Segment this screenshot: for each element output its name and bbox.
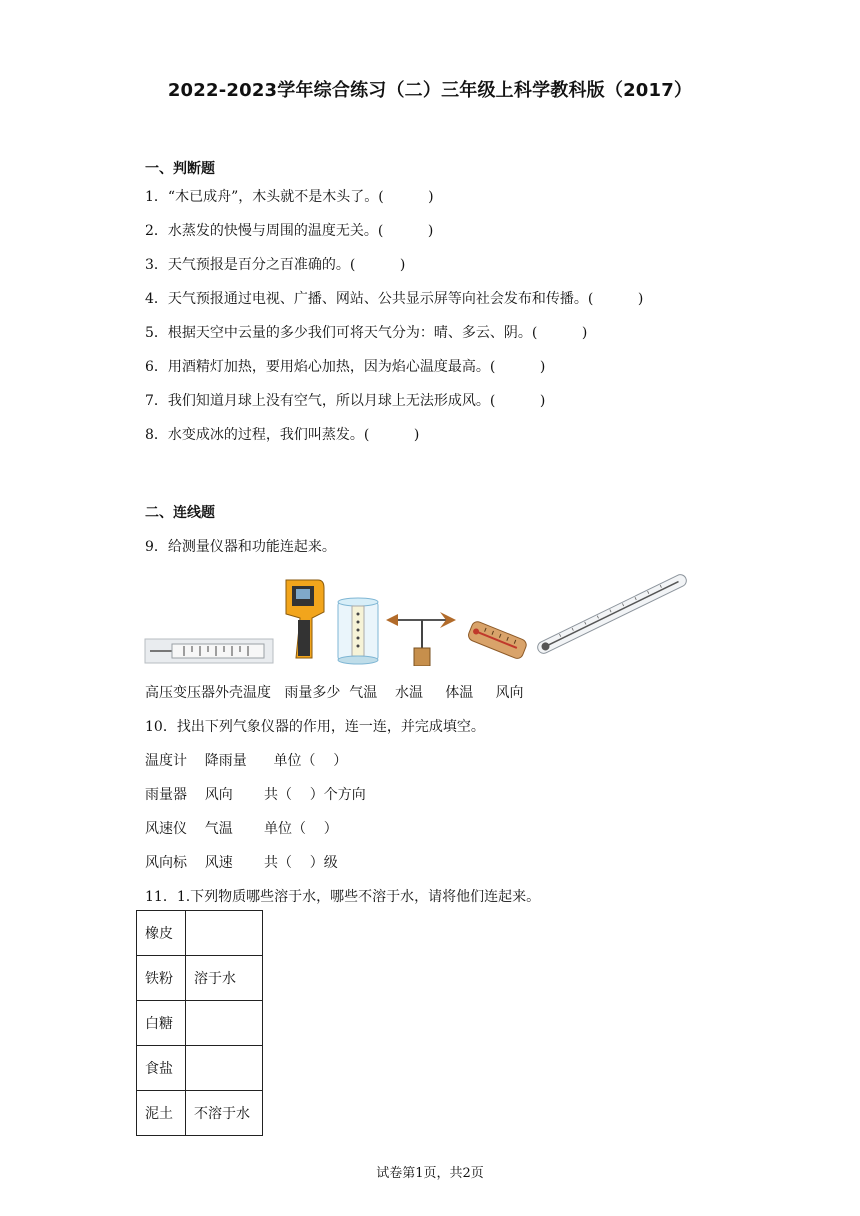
table-cell-category: 不溶于水 <box>186 1091 263 1136</box>
table-cell-substance: 铁粉 <box>137 956 186 1001</box>
table-cell-substance: 白糖 <box>137 1001 186 1046</box>
section-heading-matching: 二、连线题 <box>145 505 215 521</box>
table-cell-substance: 泥土 <box>137 1091 186 1136</box>
question-6: 6．用酒精灯加热，要用焰心加热，因为焰心温度最高。( ) <box>145 359 546 375</box>
wall-thermometer-image <box>464 616 530 666</box>
table-row <box>137 1091 263 1136</box>
table-row <box>137 1046 263 1091</box>
question-11: 11．1.下列物质哪些溶于水，哪些不溶于水，请将他们连起来。 <box>145 889 541 905</box>
table-cell-category <box>186 1001 263 1046</box>
table-cell-category <box>186 1046 263 1091</box>
question-9-function-labels: 高压变压器外壳温度 雨量多少 气温 水温 体温 风向 <box>145 685 524 701</box>
wind-vane-image <box>384 606 460 666</box>
question-9: 9．给测量仪器和功能连起来。 <box>145 539 336 555</box>
section-heading-judgement: 一、判断题 <box>145 161 215 177</box>
table-row <box>137 911 263 956</box>
question-3: 3．天气预报是百分之百准确的。( ) <box>145 257 406 273</box>
table-cell-category <box>186 911 263 956</box>
infrared-thermometer-gun-image <box>282 574 328 664</box>
question-8: 8．水变成冰的过程，我们叫蒸发。( ) <box>145 427 420 443</box>
solubility-table <box>136 910 263 1136</box>
table-row <box>137 956 263 1001</box>
question-1: 1．“木已成舟”，木头就不是木头了。( ) <box>145 189 434 205</box>
question-10: 10．找出下列气象仪器的作用，连一连，并完成填空。 <box>145 719 485 735</box>
question-10-row-1: 温度计 降雨量 单位（ ） <box>145 753 348 769</box>
question-10-row-3: 风速仪 气温 单位（ ） <box>145 821 338 837</box>
page-footer: 试卷第1页，共2页 <box>376 1166 484 1181</box>
table-cell-substance: 食盐 <box>137 1046 186 1091</box>
table-row <box>137 1001 263 1046</box>
question-10-row-4: 风向标 风速 共（ ）级 <box>145 855 338 871</box>
glass-thermometer-image <box>536 564 688 664</box>
question-2: 2．水蒸发的快慢与周围的温度无关。( ) <box>145 223 434 239</box>
question-4: 4．天气预报通过电视、广播、网站、公共显示屏等向社会发布和传播。( ) <box>145 291 644 307</box>
question-5: 5．根据天空中云量的多少我们可将天气分为：晴、多云、阴。( ) <box>145 325 588 341</box>
table-cell-category: 溶于水 <box>186 956 263 1001</box>
question-7: 7．我们知道月球上没有空气，所以月球上无法形成风。( ) <box>145 393 546 409</box>
page-title: 2022-2023学年综合练习（二）三年级上科学教科版（2017） <box>167 80 693 101</box>
rain-gauge-image <box>334 596 382 666</box>
question-10-row-2: 雨量器 风向 共（ ）个方向 <box>145 787 366 803</box>
clinical-thermometer-image <box>144 636 274 666</box>
table-cell-substance: 橡皮 <box>137 911 186 956</box>
